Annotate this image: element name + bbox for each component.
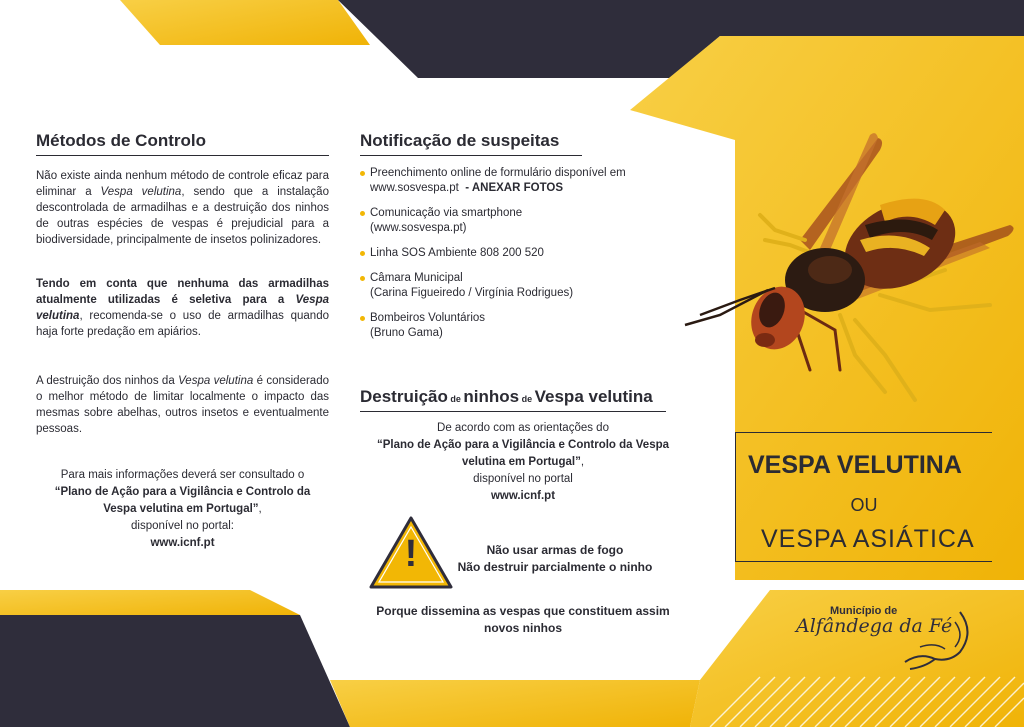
paragraph-metodos-2 bbox=[36, 276, 329, 340]
logo-top-text: Município de bbox=[830, 605, 898, 617]
title-box bbox=[735, 432, 992, 562]
info-line: De acordo com as orientações do bbox=[437, 422, 609, 434]
paragraph-metodos-1 bbox=[36, 168, 329, 248]
because-text: Porque dissemina as vespas que constituem assim novos ninhos bbox=[376, 604, 670, 635]
warning-text bbox=[450, 542, 660, 576]
list-item bbox=[360, 311, 666, 341]
icnf-link[interactable]: www.icnf.pt bbox=[490, 490, 556, 502]
text-fragment: , bbox=[258, 503, 262, 515]
item-text: Câmara Municipal bbox=[370, 272, 463, 284]
text-fragment-bold: Tendo em conta que nenhuma das armadilhas atualmente utilizadas é seletiva para a bbox=[36, 278, 329, 306]
item-text: Linha SOS Ambiente 808 200 520 bbox=[370, 247, 544, 259]
text-fragment: de bbox=[519, 394, 535, 404]
orientation-block bbox=[368, 420, 678, 505]
notification-list bbox=[360, 166, 666, 341]
text-fragment: Destruição bbox=[360, 387, 448, 406]
warning-line: Não destruir parcialmente o ninho bbox=[457, 560, 653, 574]
list-item bbox=[360, 206, 666, 236]
paragraph-metodos-3 bbox=[36, 373, 329, 437]
title-main: VESPA VELUTINA bbox=[748, 451, 962, 479]
plan-title: “Plano de Ação para a Vigilância e Controlo da Vespa velutina em Portugal” bbox=[54, 486, 311, 515]
text-fragment: , sendo que a instalação descontrolada de armadilhas e a destruição dos ninhos de outras espécies de vespas é prejudicial para a biodiversidade, principalmente de insetos polinizadores. bbox=[36, 186, 329, 246]
list-item bbox=[360, 166, 666, 196]
bullet-icon bbox=[360, 316, 365, 321]
item-note: - ANEXAR FOTOS bbox=[458, 182, 564, 194]
section-title-notificacao: Notificação de suspeitas bbox=[360, 131, 582, 156]
panel-left bbox=[36, 131, 329, 552]
item-text: (Carina Figueiredo / Virgínia Rodrigues) bbox=[370, 287, 574, 299]
info-line: disponível no portal bbox=[473, 473, 573, 485]
info-line: Para mais informações deverá ser consultado o bbox=[60, 469, 305, 481]
species-name: Vespa velutina bbox=[100, 186, 182, 198]
item-text: Preenchimento online de formulário disponível em bbox=[370, 167, 626, 179]
item-text: Bombeiros Voluntários bbox=[370, 312, 486, 324]
text-fragment: ninhos bbox=[463, 387, 520, 406]
municipality-logo bbox=[792, 605, 992, 675]
plan-title: “Plano de Ação para a Vigilância e Controlo da Vespa velutina em Portugal” bbox=[376, 439, 670, 468]
species-name: Vespa velutina bbox=[178, 375, 254, 387]
list-item bbox=[360, 246, 666, 261]
sosvespa-link[interactable]: www.sosvespa.pt bbox=[370, 182, 459, 194]
bullet-icon bbox=[360, 251, 365, 256]
section-title-metodos: Métodos de Controlo bbox=[36, 131, 329, 156]
title-alt: VESPA ASIÁTICA bbox=[761, 525, 975, 553]
item-text: Comunicação via smartphone bbox=[370, 207, 523, 219]
logo-name: Alfândega da Fé bbox=[796, 615, 953, 637]
text-fragment: Vespa velutina bbox=[534, 387, 653, 406]
text-fragment: , recomenda-se o uso de armadilhas quando haja forte predação em apiários. bbox=[36, 310, 329, 338]
text-fragment: de bbox=[447, 394, 464, 404]
logo-mark-icon bbox=[900, 607, 980, 673]
item-text: (www.sosvespa.pt) bbox=[370, 222, 467, 234]
bullet-icon bbox=[360, 171, 365, 176]
info-line: disponível no portal: bbox=[131, 520, 234, 532]
text-fragment: A destruição dos ninhos da bbox=[36, 375, 179, 387]
list-item bbox=[360, 271, 666, 301]
species-name: Vespa velutina bbox=[36, 294, 329, 322]
text-fragment: Não existe ainda nenhum método de controle eficaz para eliminar a bbox=[36, 170, 329, 198]
bullet-icon bbox=[360, 211, 365, 216]
bullet-icon bbox=[360, 276, 365, 281]
hornet-illustration bbox=[680, 130, 1020, 410]
panel-middle bbox=[360, 131, 666, 351]
section-title-destruicao bbox=[360, 387, 666, 412]
text-fragment: , bbox=[580, 456, 585, 468]
warning-line: Não usar armas de fogo bbox=[486, 543, 624, 557]
icnf-link[interactable]: www.icnf.pt bbox=[150, 537, 215, 549]
item-text: (Bruno Gama) bbox=[370, 327, 443, 339]
text-fragment: é considerado o melhor método de limitar localmente o impacto das mesmas sobre abelhas, outros insetos e eventualmente pessoas. bbox=[36, 375, 329, 435]
title-or: OU bbox=[850, 495, 878, 515]
more-info-block bbox=[36, 467, 329, 552]
warning-symbol: ! bbox=[404, 533, 418, 575]
